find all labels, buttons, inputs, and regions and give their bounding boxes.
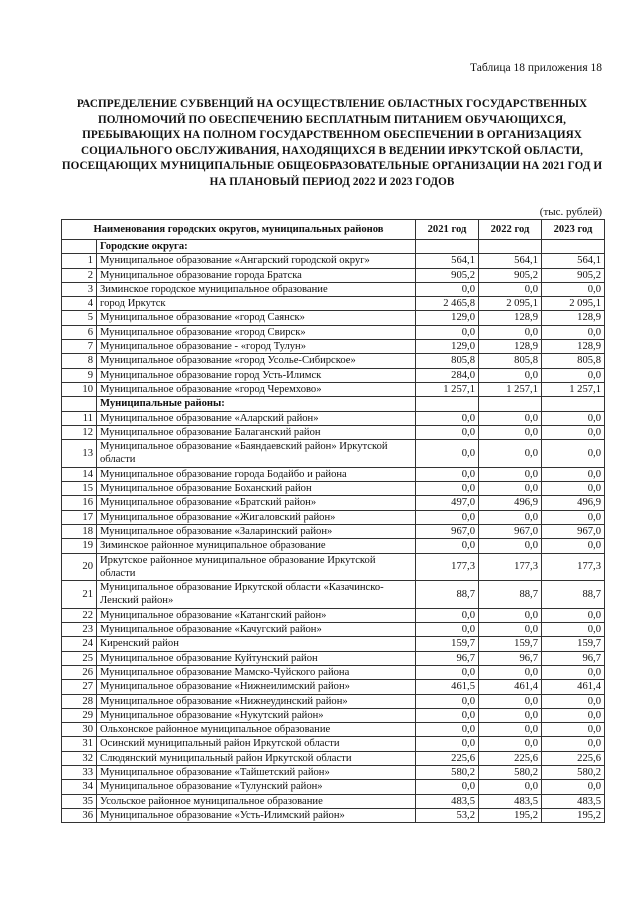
- row-number: 5: [62, 311, 97, 325]
- municipality-name: Муниципальное образование Иркутской области «Казачинско-Ленский район»: [97, 581, 416, 609]
- municipality-name: Осинский муниципальный район Иркутской области: [97, 737, 416, 751]
- municipality-name: Муниципальное образование «Ангарский городской округ»: [97, 254, 416, 268]
- subsidy-table: [61, 219, 605, 823]
- row-number: 8: [62, 354, 97, 368]
- municipality-name: Киренский район: [97, 637, 416, 651]
- municipality-name: Ольхонское районное муниципальное образование: [97, 723, 416, 737]
- table-row: [62, 354, 605, 368]
- appendix-label: Таблица 18 приложения 18: [470, 62, 602, 74]
- table-row: [62, 268, 605, 282]
- value-2022: 967,0: [479, 524, 542, 538]
- value-cell: [542, 397, 605, 411]
- value-2022: 0,0: [479, 411, 542, 425]
- table-row: [62, 368, 605, 382]
- value-2021: 0,0: [416, 723, 479, 737]
- value-2022: 0,0: [479, 708, 542, 722]
- value-2022: 0,0: [479, 467, 542, 481]
- value-2021: 0,0: [416, 608, 479, 622]
- municipality-name: Муниципальное образование Балаганский район: [97, 425, 416, 439]
- municipality-name: Муниципальное образование «Нижнеудинский район»: [97, 694, 416, 708]
- municipality-name: Иркутское районное муниципальное образование Иркутской области: [97, 553, 416, 581]
- value-2021: 0,0: [416, 425, 479, 439]
- table-row: [62, 765, 605, 779]
- table-row: [62, 808, 605, 822]
- municipality-name: Муниципальное образование «Жигаловский район»: [97, 510, 416, 524]
- table-row: [62, 311, 605, 325]
- table-row: [62, 553, 605, 581]
- value-2022: 128,9: [479, 340, 542, 354]
- value-cell: [479, 240, 542, 254]
- value-2022: 0,0: [479, 737, 542, 751]
- value-2021: 0,0: [416, 539, 479, 553]
- value-2021: 88,7: [416, 581, 479, 609]
- value-2022: 0,0: [479, 325, 542, 339]
- value-2023: 0,0: [542, 608, 605, 622]
- value-2022: 580,2: [479, 765, 542, 779]
- value-2021: 461,5: [416, 680, 479, 694]
- value-2023: 0,0: [542, 325, 605, 339]
- table-row: [62, 680, 605, 694]
- row-number: [62, 240, 97, 254]
- row-number: 6: [62, 325, 97, 339]
- table-header-row: [62, 220, 605, 240]
- value-2021: 96,7: [416, 651, 479, 665]
- municipality-name: Зиминское городское муниципальное образование: [97, 282, 416, 296]
- value-2021: 0,0: [416, 467, 479, 481]
- value-2023: 225,6: [542, 751, 605, 765]
- row-number: 3: [62, 282, 97, 296]
- value-2022: 0,0: [479, 539, 542, 553]
- municipality-name: Муниципальное образование города Братска: [97, 268, 416, 282]
- row-number: 14: [62, 467, 97, 481]
- row-number: 21: [62, 581, 97, 609]
- row-number: 24: [62, 637, 97, 651]
- municipality-name: Муниципальное образование города Бодайбо и района: [97, 467, 416, 481]
- value-2023: 0,0: [542, 368, 605, 382]
- value-2023: 0,0: [542, 467, 605, 481]
- value-2021: 580,2: [416, 765, 479, 779]
- table-section-row: [62, 240, 605, 254]
- section-title: Муниципальные районы:: [97, 397, 416, 411]
- row-number: 7: [62, 340, 97, 354]
- row-number: 17: [62, 510, 97, 524]
- value-2023: 159,7: [542, 637, 605, 651]
- value-2023: 0,0: [542, 282, 605, 296]
- value-2021: 0,0: [416, 325, 479, 339]
- value-2023: 967,0: [542, 524, 605, 538]
- value-2022: 0,0: [479, 665, 542, 679]
- municipality-name: Муниципальное образование «город Саянск»: [97, 311, 416, 325]
- value-2022: 225,6: [479, 751, 542, 765]
- row-number: 25: [62, 651, 97, 665]
- table-row: [62, 510, 605, 524]
- value-2021: 129,0: [416, 311, 479, 325]
- table-row: [62, 608, 605, 622]
- table-row: [62, 524, 605, 538]
- value-2022: 96,7: [479, 651, 542, 665]
- municipality-name: Усольское районное муниципальное образование: [97, 794, 416, 808]
- value-2023: 0,0: [542, 411, 605, 425]
- value-2021: 0,0: [416, 440, 479, 468]
- value-2023: 1 257,1: [542, 382, 605, 396]
- value-2022: 88,7: [479, 581, 542, 609]
- table-row: [62, 780, 605, 794]
- table-row: [62, 297, 605, 311]
- value-2023: 0,0: [542, 440, 605, 468]
- row-number: 9: [62, 368, 97, 382]
- value-2022: 905,2: [479, 268, 542, 282]
- value-2022: 1 257,1: [479, 382, 542, 396]
- table-row: [62, 440, 605, 468]
- value-2022: 0,0: [479, 510, 542, 524]
- table-row: [62, 425, 605, 439]
- value-2022: 483,5: [479, 794, 542, 808]
- row-number: 19: [62, 539, 97, 553]
- row-number: 1: [62, 254, 97, 268]
- table-row: [62, 751, 605, 765]
- value-2021: 0,0: [416, 665, 479, 679]
- value-2021: 905,2: [416, 268, 479, 282]
- value-2021: 0,0: [416, 780, 479, 794]
- document-title: РАСПРЕДЕЛЕНИЕ СУБВЕНЦИЙ НА ОСУЩЕСТВЛЕНИЕ ОБЛАСТНЫХ ГОСУДАРСТВЕННЫХ ПОЛНОМОЧИЙ ПО ОБЕСПЕЧЕНИЮ БЕСПЛАТНЫМ ПИТАНИЕМ ОБУЧАЮЩИХСЯ, ПРЕБЫВАЮЩИХ НА ПОЛНОМ ГОСУДАРСТВЕННОМ ОБЕСПЕЧЕНИИ В ОРГАНИЗАЦИЯХ СОЦИАЛЬНОГО ОБСЛУЖИВАНИЯ, НАХОДЯЩИХСЯ В ВЕДЕНИИ ИРКУТСКОЙ ОБЛАСТИ, ПОСЕЩАЮЩИХ МУНИЦИПАЛЬНЫЕ ОБЩЕОБРАЗОВАТЕЛЬНЫЕ ОРГАНИЗАЦИИ НА 2021 ГОД И НА ПЛАНОВЫЙ ПЕРИОД 2022 И 2023 ГОДОВ: [61, 98, 603, 188]
- municipality-name: Муниципальное образование «Катангский район»: [97, 608, 416, 622]
- value-2022: 0,0: [479, 440, 542, 468]
- value-2022: 177,3: [479, 553, 542, 581]
- table-row: [62, 325, 605, 339]
- table-section-row: [62, 397, 605, 411]
- municipality-name: Муниципальное образование город Усть-Илимск: [97, 368, 416, 382]
- municipality-name: Муниципальное образование «Заларинский район»: [97, 524, 416, 538]
- row-number: 12: [62, 425, 97, 439]
- value-2023: 483,5: [542, 794, 605, 808]
- table-row: [62, 794, 605, 808]
- value-cell: [416, 240, 479, 254]
- municipality-name: Муниципальное образование Куйтунский район: [97, 651, 416, 665]
- table-row: [62, 694, 605, 708]
- municipality-name: Муниципальное образование «город Черемхово»: [97, 382, 416, 396]
- row-number: 34: [62, 780, 97, 794]
- municipality-name: Муниципальное образование «Усть-Илимский район»: [97, 808, 416, 822]
- value-2022: 496,9: [479, 496, 542, 510]
- municipality-name: город Иркутск: [97, 297, 416, 311]
- value-2023: 195,2: [542, 808, 605, 822]
- units-label: (тыс. рублей): [539, 206, 602, 218]
- value-2021: 129,0: [416, 340, 479, 354]
- header-name: Наименования городских округов, муниципальных районов: [62, 220, 416, 240]
- value-2023: 0,0: [542, 539, 605, 553]
- row-number: 29: [62, 708, 97, 722]
- row-number: 10: [62, 382, 97, 396]
- value-2021: 0,0: [416, 482, 479, 496]
- row-number: [62, 397, 97, 411]
- municipality-name: Муниципальное образование Боханский район: [97, 482, 416, 496]
- row-number: 32: [62, 751, 97, 765]
- value-2021: 497,0: [416, 496, 479, 510]
- value-2023: 0,0: [542, 780, 605, 794]
- table-row: [62, 282, 605, 296]
- value-2023: 580,2: [542, 765, 605, 779]
- value-2023: 0,0: [542, 708, 605, 722]
- value-2023: 0,0: [542, 723, 605, 737]
- table-row: [62, 340, 605, 354]
- municipality-name: Муниципальное образование «Аларский район»: [97, 411, 416, 425]
- value-2023: 0,0: [542, 510, 605, 524]
- municipality-name: Муниципальное образование «Баяндаевский район» Иркутской области: [97, 440, 416, 468]
- value-2021: 0,0: [416, 708, 479, 722]
- value-2021: 0,0: [416, 510, 479, 524]
- table-row: [62, 723, 605, 737]
- section-title: Городские округа:: [97, 240, 416, 254]
- municipality-name: Муниципальное образование «город Свирск»: [97, 325, 416, 339]
- value-2021: 564,1: [416, 254, 479, 268]
- municipality-name: Слюдянский муниципальный район Иркутской области: [97, 751, 416, 765]
- value-2023: 461,4: [542, 680, 605, 694]
- value-2021: 805,8: [416, 354, 479, 368]
- value-2023: 0,0: [542, 482, 605, 496]
- value-2023: 177,3: [542, 553, 605, 581]
- value-2023: 496,9: [542, 496, 605, 510]
- row-number: 36: [62, 808, 97, 822]
- value-2023: 0,0: [542, 737, 605, 751]
- value-2023: 0,0: [542, 665, 605, 679]
- value-2023: 0,0: [542, 694, 605, 708]
- municipality-name: Зиминское районное муниципальное образование: [97, 539, 416, 553]
- table-row: [62, 737, 605, 751]
- value-2022: 0,0: [479, 694, 542, 708]
- row-number: 30: [62, 723, 97, 737]
- value-cell: [479, 397, 542, 411]
- value-2022: 0,0: [479, 608, 542, 622]
- value-2022: 195,2: [479, 808, 542, 822]
- table-row: [62, 382, 605, 396]
- value-cell: [416, 397, 479, 411]
- municipality-name: Муниципальное образование «Качугский район»: [97, 623, 416, 637]
- value-2021: 0,0: [416, 623, 479, 637]
- table-row: [62, 651, 605, 665]
- value-2023: 805,8: [542, 354, 605, 368]
- value-2022: 0,0: [479, 623, 542, 637]
- value-2023: 0,0: [542, 425, 605, 439]
- value-2021: 225,6: [416, 751, 479, 765]
- table-row: [62, 637, 605, 651]
- value-2023: 88,7: [542, 581, 605, 609]
- row-number: 4: [62, 297, 97, 311]
- row-number: 28: [62, 694, 97, 708]
- value-2022: 805,8: [479, 354, 542, 368]
- row-number: 2: [62, 268, 97, 282]
- municipality-name: Муниципальное образование Мамско-Чуйского района: [97, 665, 416, 679]
- row-number: 20: [62, 553, 97, 581]
- row-number: 15: [62, 482, 97, 496]
- row-number: 31: [62, 737, 97, 751]
- value-2021: 0,0: [416, 737, 479, 751]
- value-2021: 177,3: [416, 553, 479, 581]
- value-2023: 0,0: [542, 623, 605, 637]
- value-2021: 53,2: [416, 808, 479, 822]
- row-number: 26: [62, 665, 97, 679]
- header-2021: 2021 год: [416, 220, 479, 240]
- municipality-name: Муниципальное образование «Тайшетский район»: [97, 765, 416, 779]
- row-number: 27: [62, 680, 97, 694]
- value-2022: 159,7: [479, 637, 542, 651]
- value-2022: 2 095,1: [479, 297, 542, 311]
- municipality-name: Муниципальное образование «Братский район»: [97, 496, 416, 510]
- municipality-name: Муниципальное образование «город Усолье-Сибирское»: [97, 354, 416, 368]
- value-2022: 0,0: [479, 282, 542, 296]
- municipality-name: Муниципальное образование «Нукутский район»: [97, 708, 416, 722]
- value-2021: 0,0: [416, 694, 479, 708]
- value-2023: 905,2: [542, 268, 605, 282]
- row-number: 18: [62, 524, 97, 538]
- row-number: 23: [62, 623, 97, 637]
- row-number: 22: [62, 608, 97, 622]
- value-2023: 128,9: [542, 340, 605, 354]
- municipality-name: Муниципальное образование «Тулунский район»: [97, 780, 416, 794]
- value-2021: 483,5: [416, 794, 479, 808]
- value-2022: 0,0: [479, 482, 542, 496]
- value-2021: 967,0: [416, 524, 479, 538]
- table-row: [62, 496, 605, 510]
- value-2022: 564,1: [479, 254, 542, 268]
- value-2021: 284,0: [416, 368, 479, 382]
- value-cell: [542, 240, 605, 254]
- value-2023: 564,1: [542, 254, 605, 268]
- header-2022: 2022 год: [479, 220, 542, 240]
- value-2022: 0,0: [479, 425, 542, 439]
- value-2023: 2 095,1: [542, 297, 605, 311]
- table-row: [62, 467, 605, 481]
- municipality-name: Муниципальное образование - «город Тулун»: [97, 340, 416, 354]
- value-2022: 0,0: [479, 723, 542, 737]
- table-row: [62, 254, 605, 268]
- table-row: [62, 482, 605, 496]
- value-2023: 96,7: [542, 651, 605, 665]
- table-row: [62, 665, 605, 679]
- value-2021: 0,0: [416, 282, 479, 296]
- table-row: [62, 581, 605, 609]
- row-number: 33: [62, 765, 97, 779]
- row-number: 16: [62, 496, 97, 510]
- row-number: 13: [62, 440, 97, 468]
- value-2023: 128,9: [542, 311, 605, 325]
- row-number: 11: [62, 411, 97, 425]
- value-2022: 0,0: [479, 780, 542, 794]
- table-row: [62, 623, 605, 637]
- municipality-name: Муниципальное образование «Нижнеилимский район»: [97, 680, 416, 694]
- value-2021: 2 465,8: [416, 297, 479, 311]
- value-2021: 1 257,1: [416, 382, 479, 396]
- value-2022: 128,9: [479, 311, 542, 325]
- table-row: [62, 539, 605, 553]
- value-2021: 0,0: [416, 411, 479, 425]
- table-row: [62, 708, 605, 722]
- value-2022: 0,0: [479, 368, 542, 382]
- header-2023: 2023 год: [542, 220, 605, 240]
- value-2021: 159,7: [416, 637, 479, 651]
- value-2022: 461,4: [479, 680, 542, 694]
- table-row: [62, 411, 605, 425]
- row-number: 35: [62, 794, 97, 808]
